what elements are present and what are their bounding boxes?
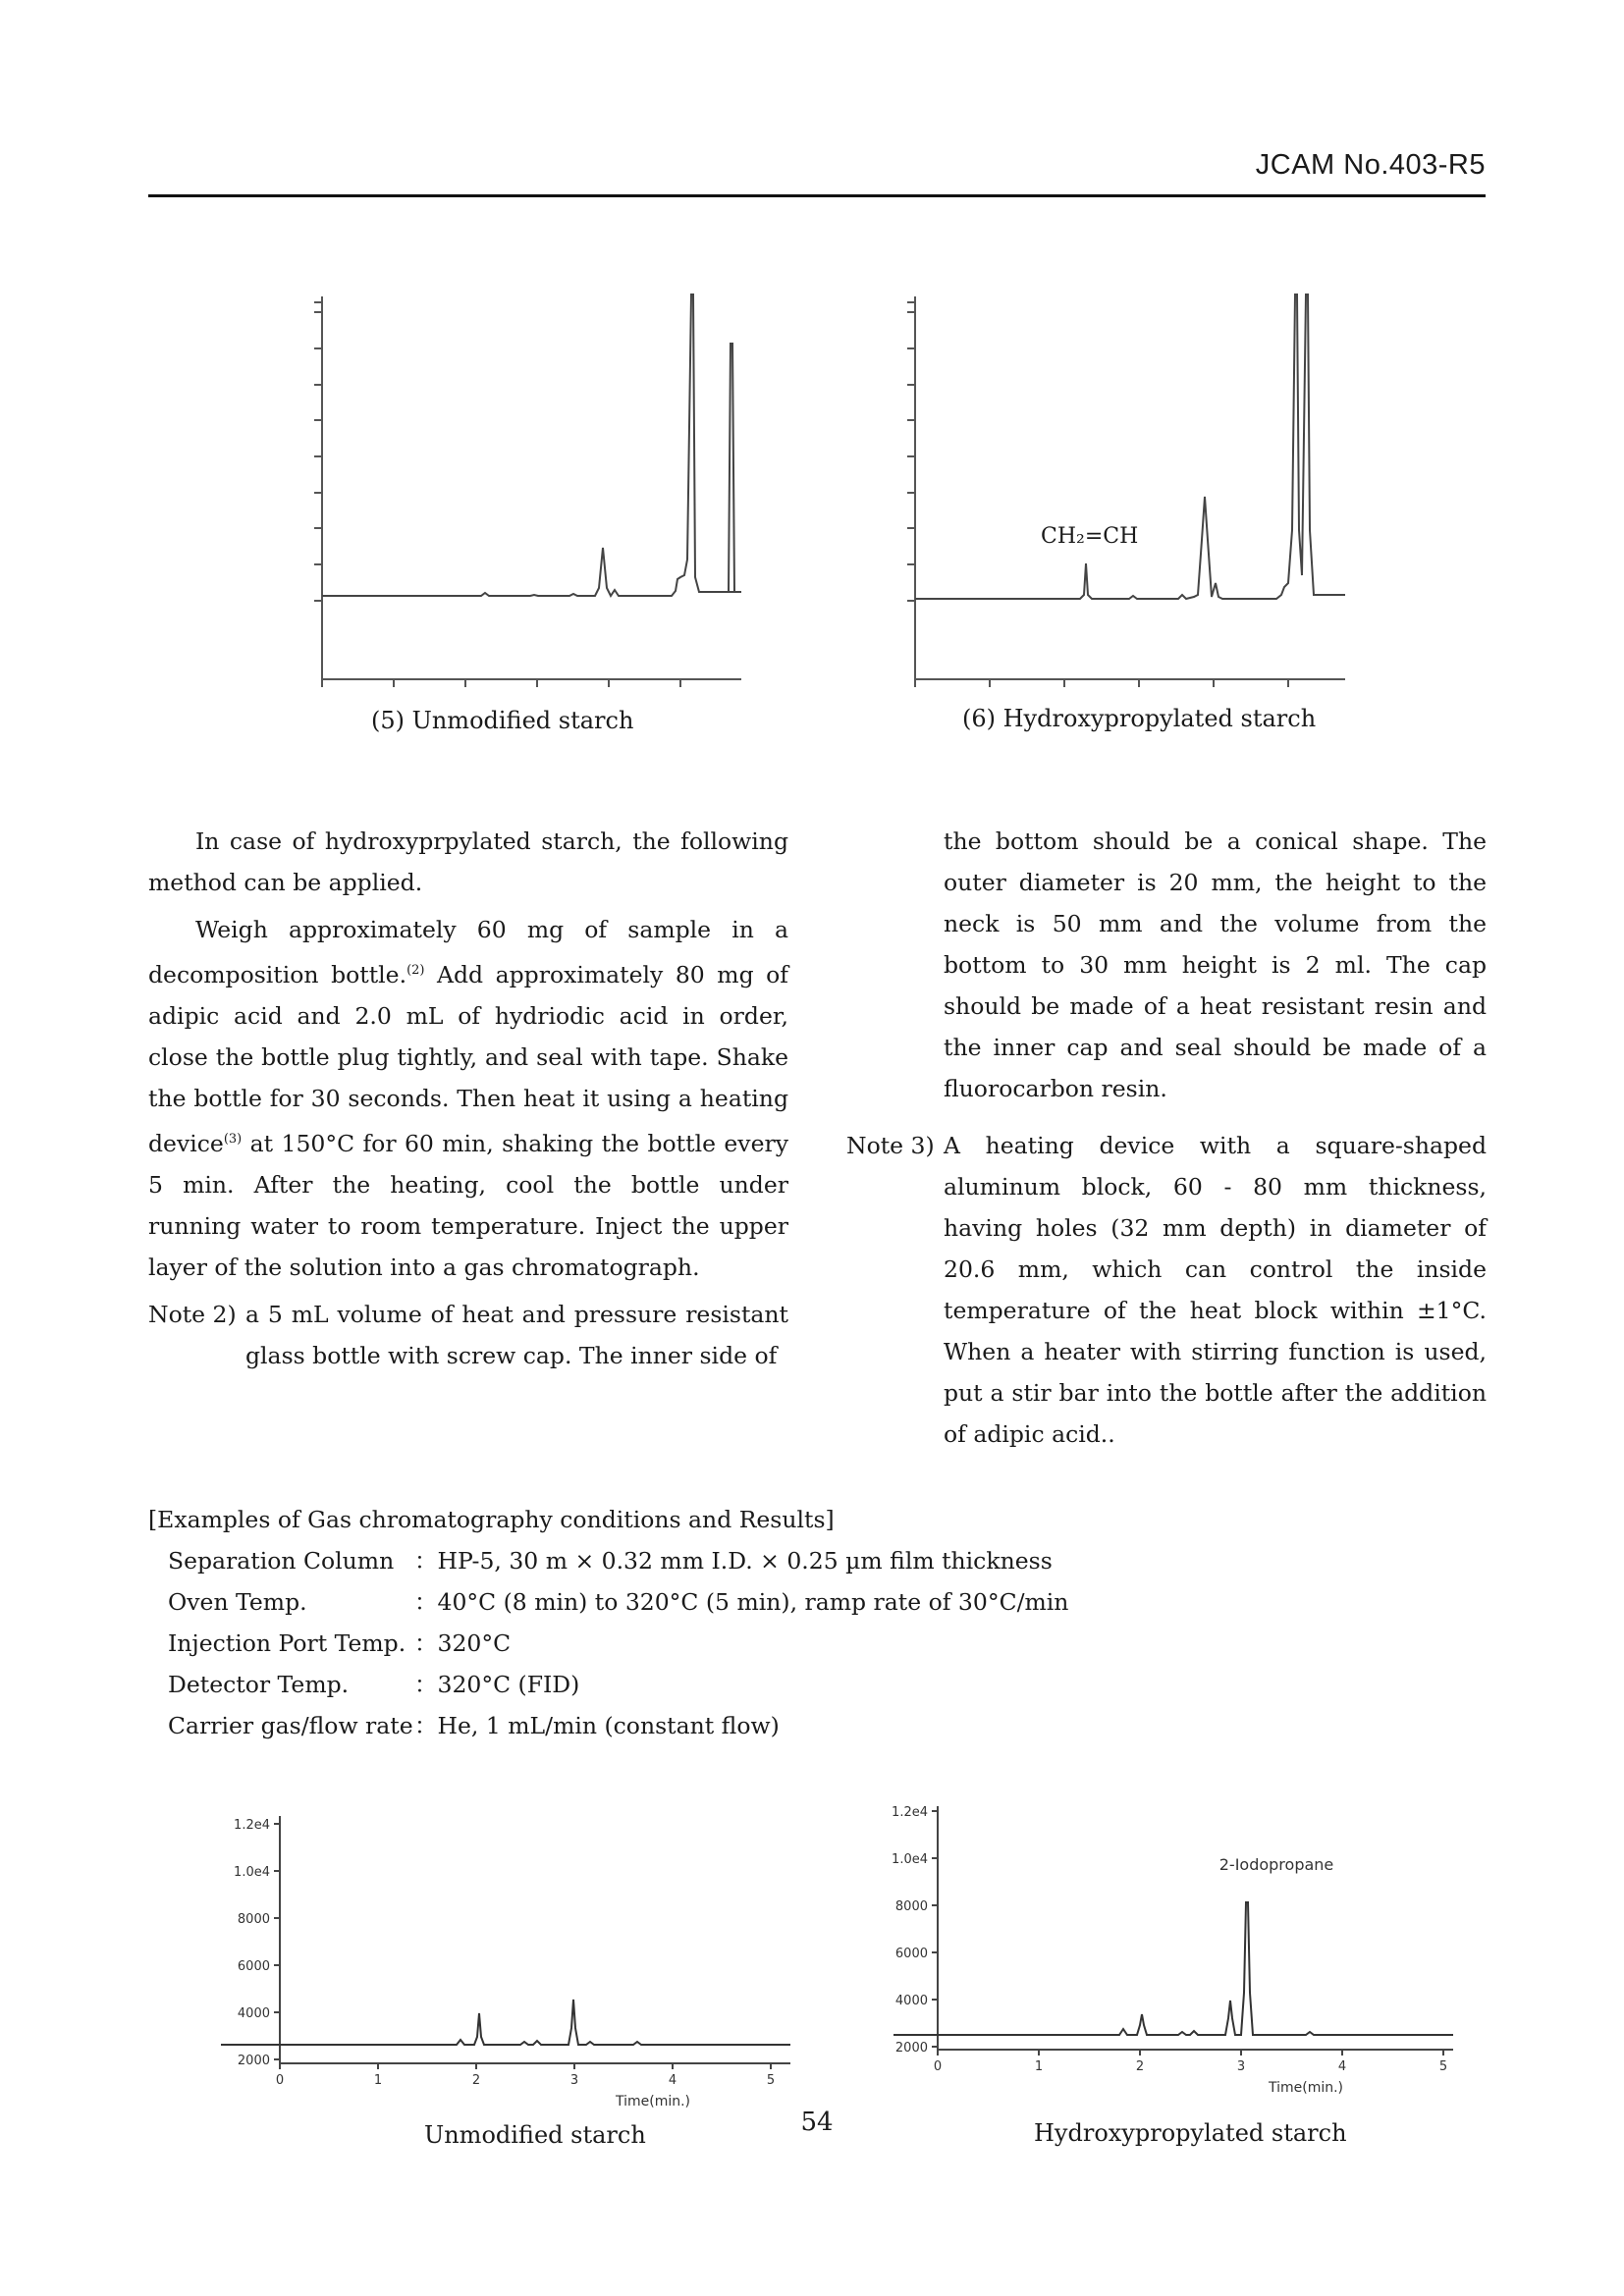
condition-value: ：40°C (8 min) to 320°C (5 min), ramp rate of 30°C/min [414,1588,1069,1616]
y-tick-label: 8000 [237,1912,270,1927]
bottom-caption-hydroxypropylated: Hydroxypropylated starch [1034,2119,1347,2147]
note-2-text: a 5 mL volume of heat and pressure resistant glass bottle with screw cap. The inner side of [245,1300,788,1369]
condition-row [148,1705,835,1746]
procedure-text-b: Add approximately 80 mg of adipic acid and 2.0 mL of hydriodic acid in order, close the bottle plug tightly, and seal with tape. Shake the bottle for 30 seconds. Then heat it using a heating device [148,960,789,1157]
note-2-label: Note 2) [148,1300,237,1328]
condition-row [148,1540,1053,1581]
x-tick-label: 1 [373,2073,383,2088]
condition-row [148,1581,1069,1623]
note-3-text: A heating device with a square-shaped aluminum block, 60 - 80 mm thickness, having holes (32 mm depth) in diameter of 20.6 mm, which can control the inside temperature of the heat block within ±1°C. When a heater with stirring function is used, put a stir bar into the bottle after the addition of adipic acid.. [944,1132,1487,1448]
x-tick-label: 5 [766,2073,776,2088]
paragraph-procedure [148,909,788,1288]
y-tick-label: 2000 [894,2041,928,2056]
y-tick-label: 4000 [237,2006,270,2021]
chromatogram-unmodified-starch-bottom [221,1806,800,2120]
x-tick-label: 0 [275,2073,285,2088]
note-2 [148,1294,788,1376]
text-column-left [148,821,788,1376]
y-tick-label: 8000 [894,1899,928,1914]
chromatogram-hydroxypropylated-starch-top [884,285,1355,687]
x-axis-label: Time(min.) [1268,2080,1344,2096]
x-tick-label: 4 [668,2073,677,2088]
condition-label: Separation Column [168,1547,395,1575]
chromatogram-unmodified-starch-top [295,285,746,687]
peak-label-ch2ch: CH₂=CH [1041,524,1139,549]
note-3 [846,1125,1487,1455]
condition-label: Oven Temp. [168,1588,307,1616]
conditions-heading: [Examples of Gas chromatography conditions and Results] [148,1506,835,1533]
condition-value: ：320°C (FID) [414,1671,580,1698]
y-tick-label: 6000 [237,1959,270,1974]
y-tick-label: 6000 [894,1947,928,1961]
procedure-text-a: Weigh approximately 60 mg of sample in a decomposition bottle. [148,916,788,988]
procedure-text-c: at 150°C for 60 min, shaking the bottle every 5 min. After the heating, cool the bottle under running water to room temperature. Inject the upper layer of the solution into a gas chromatograph. [148,1129,788,1281]
condition-row [148,1623,835,1664]
x-tick-label: 2 [471,2073,481,2088]
y-tick-label: 1.2e4 [234,1818,270,1833]
x-tick-label: 0 [933,2059,943,2074]
condition-value: ：He, 1 mL/min (constant flow) [414,1712,780,1739]
bottom-caption-unmodified: Unmodified starch [424,2121,646,2149]
paragraph-intro: In case of hydroxyprpylated starch, the following method can be applied. [148,828,788,896]
footnote-ref-3: (3) [223,1131,243,1147]
note-2-continued-text: the bottom should be a conical shape. The outer diameter is 20 mm, the height to the neck is 50 mm and the volume from the bottom to 30 mm height is 2 ml. The cap should be made of a heat resistant resin and the inner cap and seal should be made of a fluorocarbon resin. [944,828,1487,1102]
x-tick-label: 5 [1438,2059,1448,2074]
figure-caption-5: (5) Unmodified starch [371,707,634,734]
x-tick-label: 1 [1034,2059,1044,2074]
y-tick-label: 2000 [237,2054,270,2068]
x-tick-label: 3 [1236,2059,1246,2074]
note-3-label: Note 3) [846,1132,935,1159]
x-tick-label: 4 [1337,2059,1347,2074]
condition-label: Injection Port Temp. [168,1629,406,1657]
x-tick-label: 3 [569,2073,579,2088]
condition-label: Detector Temp. [168,1671,350,1698]
condition-row [148,1664,835,1705]
x-axis-label: Time(min.) [615,2094,691,2109]
page-number: 54 [800,2108,834,2137]
y-tick-label: 1.2e4 [892,1805,928,1820]
footnote-ref-2: (2) [406,963,425,978]
text-column-right [846,821,1487,1455]
chromatogram-hydroxypropylated-starch-bottom [884,1796,1463,2110]
document-code: JCAM No.403-R5 [1255,149,1486,181]
y-tick-label: 1.0e4 [234,1865,270,1880]
condition-label: Carrier gas/flow rate [168,1712,413,1739]
condition-value: ：320°C [414,1629,512,1657]
header-rule [148,194,1486,197]
y-tick-label: 4000 [894,1994,928,2008]
gc-conditions [148,1499,1069,1746]
y-tick-label: 1.0e4 [892,1852,928,1867]
figure-caption-6: (6) Hydroxypropylated starch [962,705,1317,732]
note-2-continued [846,821,1487,1109]
x-tick-label: 2 [1135,2059,1145,2074]
peak-label-2-iodopropane: 2-Iodopropane [1218,1855,1334,1874]
condition-value: ：HP-5, 30 m × 0.32 mm I.D. × 0.25 µm film thickness [414,1547,1053,1575]
